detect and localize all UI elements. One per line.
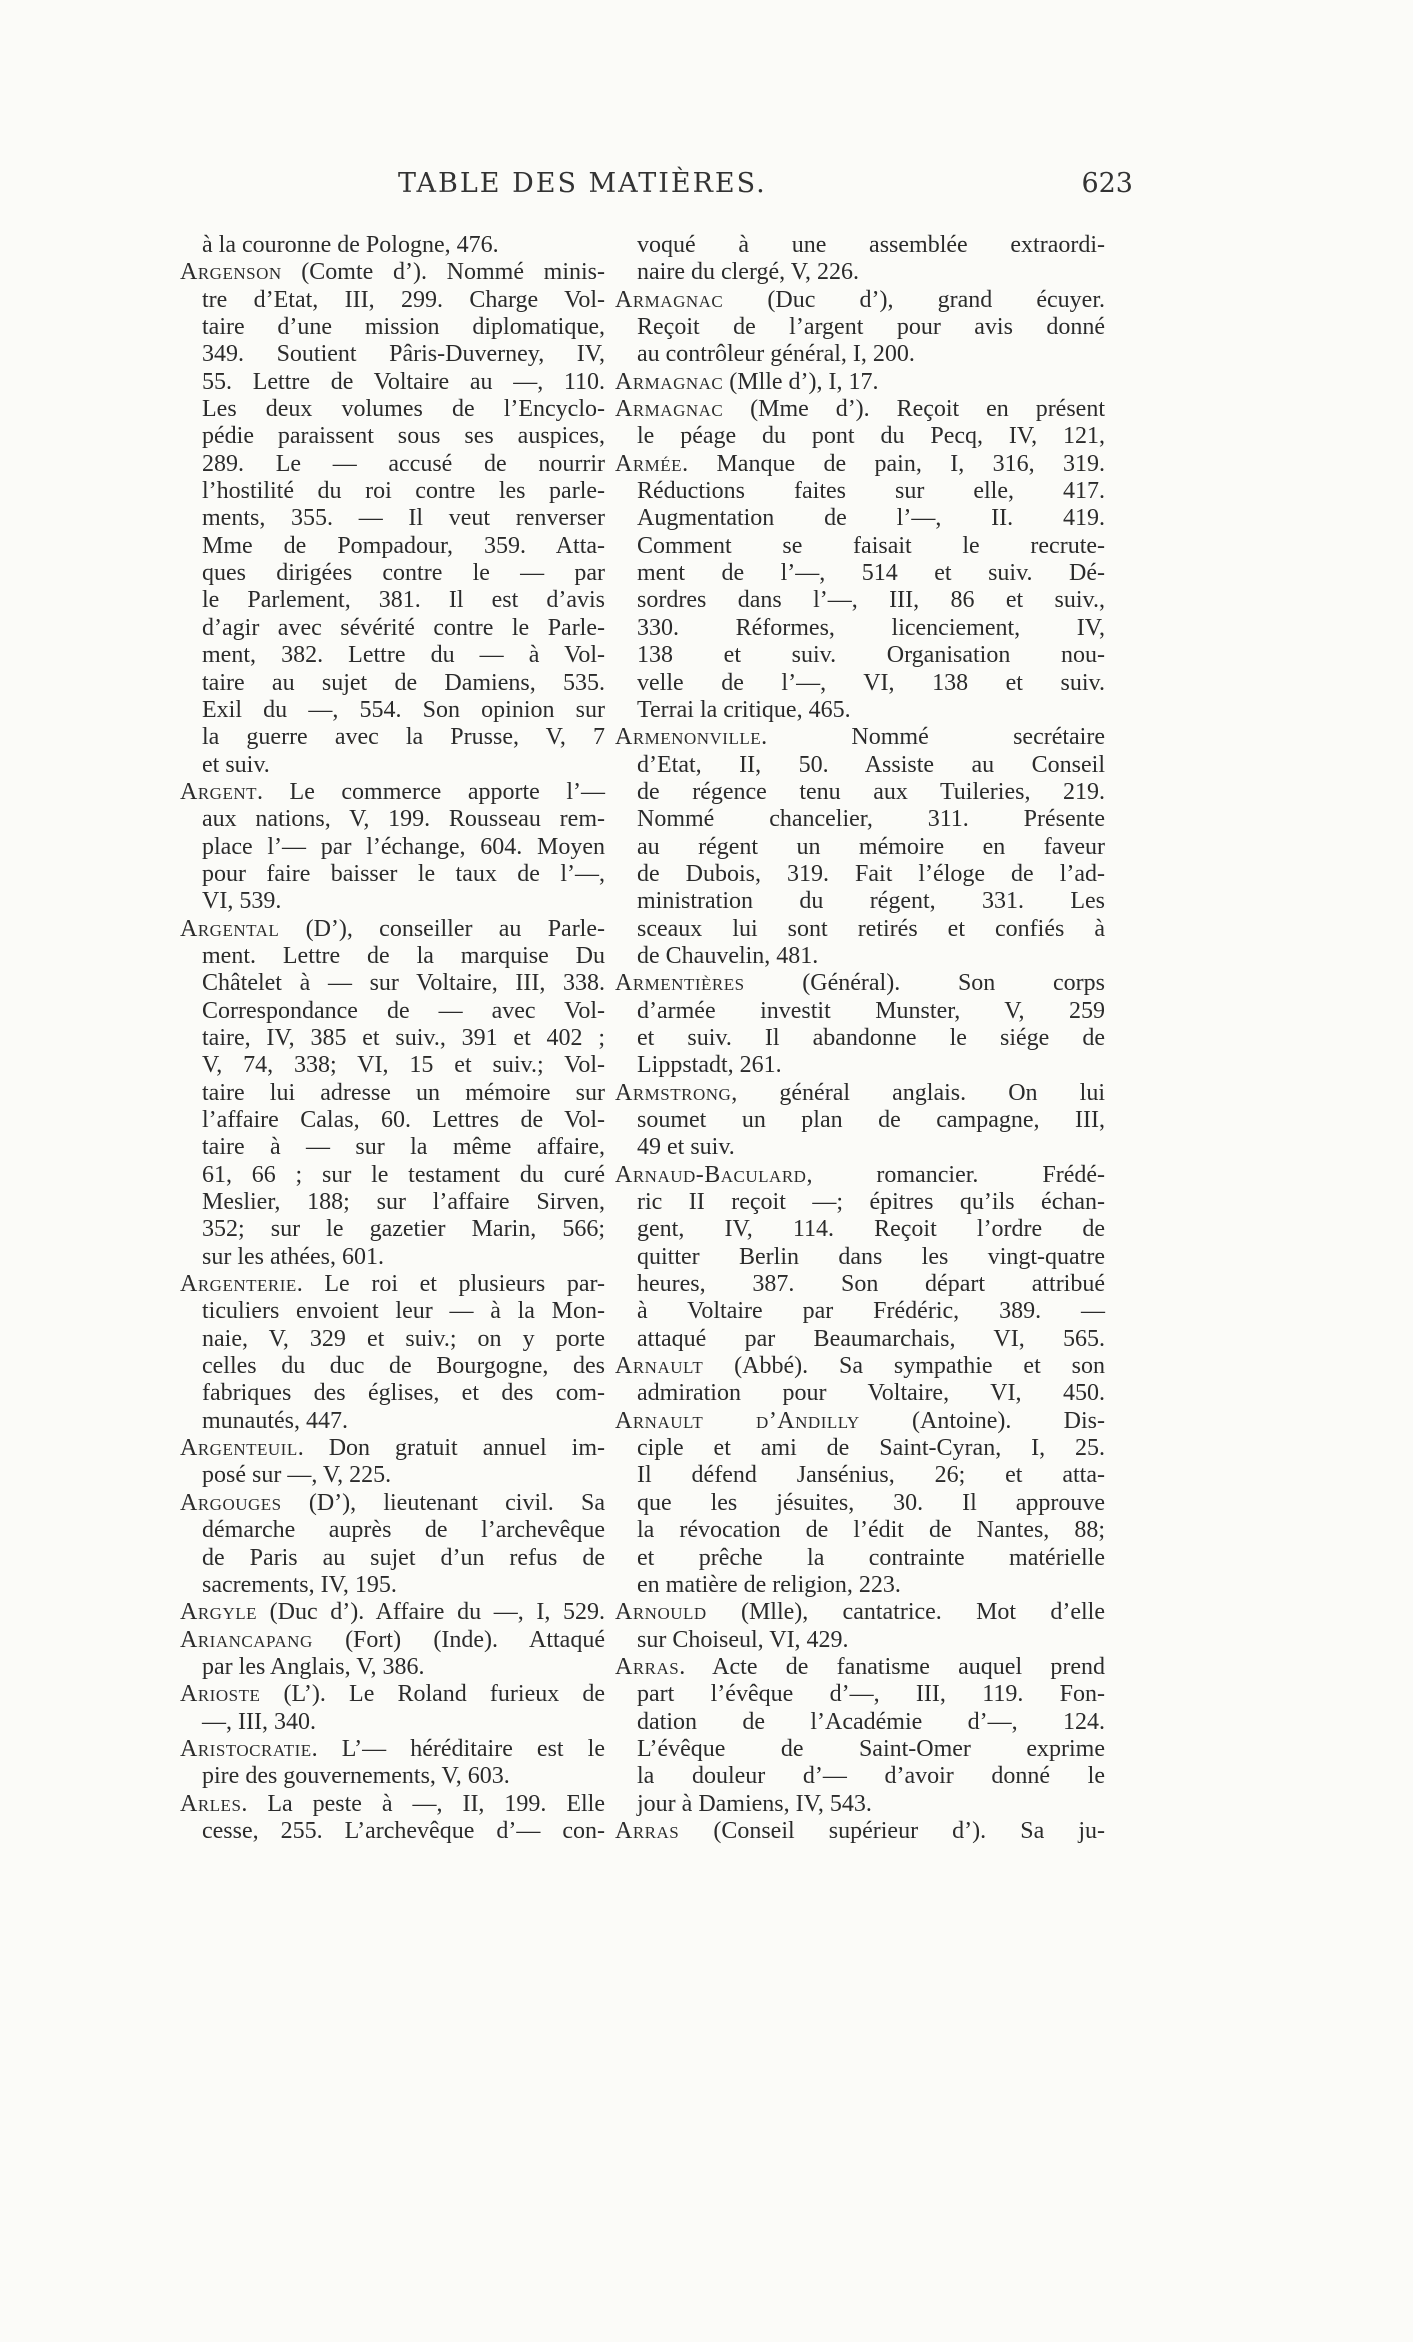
entry-text: (Mlle d’), I, 17.	[723, 368, 879, 395]
index-entry-line	[180, 697, 605, 724]
index-entry-line	[615, 1490, 1105, 1517]
entry-text: . Le commerce apporte l’—	[257, 778, 605, 805]
entry-text: fabriques des églises, et des com-	[202, 1380, 605, 1407]
entry-text: Réductions faites sur elle, 417.	[637, 478, 1105, 505]
index-entry-line	[615, 1763, 1105, 1790]
index-entry-line	[615, 1709, 1105, 1736]
headword: Armenonville	[615, 724, 762, 751]
index-entry-line	[615, 1572, 1105, 1599]
running-head	[398, 168, 1133, 208]
entry-text: ques dirigées contre le — par	[202, 560, 605, 587]
entry-text: cesse, 255. L’archevêque d’— con-	[202, 1817, 605, 1844]
index-entry-line	[180, 341, 605, 368]
entry-text: gent, IV, 114. Reçoit l’ordre de	[637, 1216, 1105, 1243]
entry-text: ment. Lettre de la marquise Du	[202, 942, 605, 969]
index-entry-line	[180, 533, 605, 560]
entry-text: (D’), conseiller au Parle-	[279, 915, 605, 942]
entry-text: de Dubois, 319. Fait l’éloge de l’ad-	[637, 860, 1105, 887]
index-entry-line	[615, 1326, 1105, 1353]
headword: Armée	[615, 450, 683, 477]
index-entry-line	[615, 752, 1105, 779]
entry-text: l’affaire Calas, 60. Lettres de Vol-	[202, 1107, 605, 1133]
index-entry-line	[180, 396, 605, 423]
headword: Armagnac	[615, 286, 724, 313]
page-number: 623	[1081, 168, 1133, 199]
headword: Argouges	[180, 1489, 282, 1516]
index-entry-headline	[180, 779, 605, 806]
index-entry-line	[615, 423, 1105, 450]
entry-text: (Mlle), cantatrice. Mot d’elle	[706, 1599, 1105, 1626]
entry-text: , romancier. Frédé-	[806, 1161, 1105, 1188]
index-entry-line	[180, 1572, 605, 1599]
index-entry-line	[180, 369, 605, 396]
index-entry-line	[615, 341, 1105, 368]
index-entry-line	[615, 615, 1105, 642]
index-entry-line	[180, 1080, 605, 1107]
index-entry-line	[180, 1763, 605, 1790]
index-entry-line	[180, 451, 605, 478]
entry-text: (Antoine). Dis-	[859, 1407, 1105, 1434]
entry-text: L’évêque de Saint-Omer exprime	[637, 1735, 1105, 1762]
index-entry-line	[615, 779, 1105, 806]
index-entry-headline	[615, 1080, 1105, 1107]
entry-text: heures, 387. Son départ attribué	[637, 1271, 1105, 1298]
index-entry-line	[615, 697, 1105, 724]
headword: Argenson	[180, 259, 282, 286]
entry-text: tre d’Etat, III, 299. Charge Vol-	[202, 286, 605, 313]
index-entry-line	[615, 1380, 1105, 1407]
entry-text: (Comte d’). Nommé minis-	[281, 259, 605, 286]
entry-text: (Conseil supérieur d’). Sa ju-	[679, 1817, 1105, 1844]
headword: Arnould	[615, 1599, 707, 1626]
entry-text: Il défend Jansénius, 26; et atta-	[637, 1462, 1105, 1489]
entry-text: au contrôleur général, I, 200.	[637, 341, 915, 368]
headword: Argental	[180, 915, 280, 942]
headword: Arles	[180, 1790, 242, 1817]
index-entry-line	[615, 888, 1105, 915]
headword: Armagnac	[615, 396, 724, 423]
index-entry-line	[180, 861, 605, 888]
entry-text: Correspondance de — avec Vol-	[202, 997, 605, 1024]
entry-text: . Manque de pain, I, 316, 319.	[682, 450, 1105, 477]
headword: Argyle	[180, 1599, 257, 1626]
index-entry-line	[615, 1025, 1105, 1052]
entry-text: . La peste à —, II, 199. Elle	[241, 1790, 605, 1817]
entry-text: aux nations, V, 199. Rousseau rem-	[202, 806, 605, 833]
index-entry-line	[615, 533, 1105, 560]
index-entry-line	[180, 1462, 605, 1489]
entry-text: . Le roi et plusieurs par-	[296, 1271, 605, 1298]
entry-text: et suiv. Il abandonne le siége de	[637, 1024, 1105, 1051]
entry-text: ciple et ami de Saint-Cyran, I, 25.	[637, 1435, 1105, 1462]
entry-text: que les jésuites, 30. Il approuve	[637, 1489, 1105, 1516]
entry-text: —, III, 340.	[202, 1708, 316, 1735]
headword: Arras	[615, 1817, 680, 1844]
entry-text: (Général). Son corps	[744, 970, 1105, 997]
index-entry-line	[615, 478, 1105, 505]
index-entry-line	[180, 752, 605, 779]
entry-text: la douleur d’— d’avoir donné le	[637, 1763, 1105, 1790]
entry-text: 49 et suiv.	[637, 1134, 735, 1161]
entry-text: (Abbé). Sa sympathie et son	[703, 1353, 1105, 1380]
index-entry-headline	[180, 1271, 605, 1298]
right-column	[615, 232, 1105, 1845]
headword: Argent	[180, 778, 257, 805]
entry-text: taire lui adresse un mémoire sur	[202, 1079, 605, 1106]
entry-text: 349. Soutient Pâris-Duverney, IV,	[202, 341, 605, 368]
entry-text: . Don gratuit annuel im-	[297, 1435, 605, 1462]
left-column	[180, 232, 605, 1845]
entry-text: pire des gouvernements, V, 603.	[202, 1763, 510, 1790]
index-entry-headline	[180, 1435, 605, 1462]
index-entry-line	[180, 1244, 605, 1271]
headword: Argenteuil	[180, 1435, 298, 1462]
index-entry-line	[180, 587, 605, 614]
index-entry-headline	[180, 1490, 605, 1517]
index-entry-line	[180, 287, 605, 314]
entry-text: taire au sujet de Damiens, 535.	[202, 669, 605, 696]
index-entry-line	[180, 505, 605, 532]
headword: Armagnac	[615, 368, 724, 395]
index-entry-line	[180, 888, 605, 915]
entry-text: 330. Réformes, licenciement, IV,	[637, 614, 1105, 641]
index-entry-line	[180, 478, 605, 505]
entry-text: Les deux volumes de l’Encyclo-	[202, 396, 605, 423]
index-entry-headline	[180, 916, 605, 943]
entry-text: (Fort) (Inde). Attaqué	[312, 1626, 605, 1653]
index-entry-line	[615, 560, 1105, 587]
entry-text: Lippstadt, 261.	[637, 1052, 782, 1079]
entry-text: naie, V, 329 et suiv.; on y porte	[202, 1325, 605, 1352]
page-title: TABLE DES MATIÈRES.	[398, 168, 767, 199]
entry-text: (D’), lieutenant civil. Sa	[281, 1489, 605, 1516]
headword: Ariancapang	[180, 1626, 313, 1653]
entry-text: VI, 539.	[202, 888, 282, 915]
index-entry-line	[180, 423, 605, 450]
entry-text: soumet un plan de campagne, III,	[637, 1107, 1105, 1133]
index-entry-line	[180, 970, 605, 997]
index-entry-line	[180, 1353, 605, 1380]
index-entry-headline	[615, 1818, 1105, 1845]
index-entry-line	[615, 943, 1105, 970]
entry-text: quitter Berlin dans les vingt-quatre	[637, 1243, 1105, 1270]
index-entry-line	[615, 1052, 1105, 1079]
index-entry-line	[615, 1435, 1105, 1462]
index-entry-line	[615, 861, 1105, 888]
index-entry-line	[180, 1408, 605, 1435]
index-entry-headline	[615, 287, 1105, 314]
entry-text: à Voltaire par Frédéric, 389. —	[637, 1298, 1105, 1325]
entry-text: le péage du pont du Pecq, IV, 121,	[637, 423, 1105, 450]
entry-text: taire d’une mission diplomatique,	[202, 314, 605, 341]
index-entry-line	[615, 834, 1105, 861]
index-entry-headline	[615, 396, 1105, 423]
entry-text: l’hostilité du roi contre les parle-	[202, 478, 605, 505]
entry-text: taire à — sur la même affaire,	[202, 1134, 605, 1161]
index-entry-line	[180, 1709, 605, 1736]
index-entry-headline	[615, 1408, 1105, 1435]
entry-text: ments, 355. — Il veut renverser	[202, 505, 605, 532]
entry-text: Meslier, 188; sur l’affaire Sirven,	[202, 1189, 605, 1216]
entry-text: admiration pour Voltaire, VI, 450.	[637, 1380, 1105, 1407]
index-entry-line	[615, 1462, 1105, 1489]
entry-text: ric II reçoit —; épitres qu’ils échan-	[637, 1189, 1105, 1216]
entry-text: Reçoit de l’argent pour avis donné	[637, 314, 1105, 341]
index-entry-line	[615, 1189, 1105, 1216]
headword: Arnault	[615, 1353, 704, 1380]
entry-text: à la couronne de Pologne, 476.	[202, 232, 499, 258]
index-entry-line	[615, 998, 1105, 1025]
entry-text: d’Etat, II, 50. Assiste au Conseil	[637, 751, 1105, 778]
index-entry-line	[180, 1052, 605, 1079]
index-entry-headline	[615, 1353, 1105, 1380]
entry-text: 289. Le — accusé de nourrir	[202, 450, 605, 477]
index-entry-line	[180, 998, 605, 1025]
entry-text: munautés, 447.	[202, 1407, 348, 1434]
entry-text: de Chauvelin, 481.	[637, 942, 819, 969]
entry-text: . Acte de fanatisme auquel prend	[679, 1653, 1105, 1680]
index-entry-line	[180, 1298, 605, 1325]
entry-text: d’agir avec sévérité contre le Parle-	[202, 614, 605, 641]
entry-text: ment de l’—, 514 et suiv. Dé-	[637, 560, 1105, 587]
entry-text: celles du duc de Bourgogne, des	[202, 1353, 605, 1380]
entry-text: ticuliers envoient leur — à la Mon-	[202, 1298, 605, 1325]
index-entry-line	[615, 806, 1105, 833]
index-entry-line	[615, 259, 1105, 286]
entry-text: Châtelet à — sur Voltaire, III, 338.	[202, 970, 605, 997]
index-entry-line	[180, 1654, 605, 1681]
entry-text: pédie paraissent sous ses auspices,	[202, 423, 605, 450]
index-entry-line	[615, 1107, 1105, 1134]
index-entry-headline	[180, 259, 605, 286]
entry-text: démarche auprès de l’archevêque	[202, 1517, 605, 1544]
entry-text: place l’— par l’échange, 604. Moyen	[202, 833, 605, 860]
entry-text: taire, IV, 385 et suiv., 391 et 402 ;	[202, 1024, 605, 1051]
index-entry-line	[615, 1736, 1105, 1763]
headword: Arnaud-Baculard	[615, 1161, 807, 1188]
index-entry-line	[615, 1271, 1105, 1298]
index-entry-line	[180, 1107, 605, 1134]
index-entry-line	[615, 1216, 1105, 1243]
entry-text: pour faire baisser le taux de l’—,	[202, 860, 605, 887]
entry-text: sordres dans l’—, III, 86 et suiv.,	[637, 587, 1105, 614]
index-entry-line	[180, 1162, 605, 1189]
entry-text: (Duc d’), grand écuyer.	[723, 286, 1105, 313]
index-entry-line	[180, 560, 605, 587]
entry-text: (Mme d’). Reçoit en présent	[723, 396, 1105, 423]
entry-text: sceaux lui sont retirés et confiés à	[637, 915, 1105, 942]
entry-text: de Paris au sujet d’un refus de	[202, 1544, 605, 1571]
index-entry-line	[180, 1545, 605, 1572]
entry-text: . Nommé secrétaire	[761, 724, 1105, 751]
index-entry-headline	[180, 1681, 605, 1708]
index-entry-line	[180, 1326, 605, 1353]
headword: Argenterie	[180, 1271, 297, 1298]
entry-text: de régence tenu aux Tuileries, 219.	[637, 778, 1105, 805]
index-entry-line	[180, 1134, 605, 1161]
index-entry-headline	[615, 1162, 1105, 1189]
entry-text: sur les athées, 601.	[202, 1243, 384, 1270]
index-entry-line	[180, 232, 605, 259]
entry-text: voqué à une assemblée extraordi-	[637, 232, 1105, 258]
index-entry-line	[615, 1681, 1105, 1708]
headword: Arras	[615, 1653, 680, 1680]
entry-text: Mme de Pompadour, 359. Atta-	[202, 532, 605, 559]
index-entry-line	[180, 642, 605, 669]
headword: Aristocratie	[180, 1735, 312, 1762]
index-entry-line	[180, 314, 605, 341]
entry-text: , général anglais. On lui	[731, 1079, 1105, 1106]
entry-text: (Duc d’). Affaire du —, I, 529.	[257, 1599, 605, 1626]
entry-text: et prêche la contrainte matérielle	[637, 1544, 1105, 1571]
index-entry-line	[180, 1818, 605, 1845]
index-entry-line	[180, 724, 605, 751]
index-entry-line	[615, 1791, 1105, 1818]
index-entry-line	[180, 1025, 605, 1052]
entry-text: sur Choiseul, VI, 429.	[637, 1626, 849, 1653]
entry-text: ment, 382. Lettre du — à Vol-	[202, 642, 605, 669]
entry-text: V, 74, 338; VI, 15 et suiv.; Vol-	[202, 1052, 605, 1079]
entry-text: . L’— héréditaire est le	[311, 1735, 605, 1762]
entry-text: en matière de religion, 223.	[637, 1571, 901, 1598]
entry-text: Augmentation de l’—, II. 419.	[637, 505, 1105, 532]
index-entry-line	[615, 1244, 1105, 1271]
index-entry-line	[180, 1517, 605, 1544]
headword: Armstrong	[615, 1079, 732, 1106]
index-entry-line	[180, 670, 605, 697]
entry-text: 352; sur le gazetier Marin, 566;	[202, 1216, 605, 1243]
entry-text: Exil du —, 554. Son opinion sur	[202, 696, 605, 723]
index-entry-line	[615, 916, 1105, 943]
index-entry-line	[180, 1380, 605, 1407]
entry-text: (L’). Le Roland furieux de	[260, 1681, 605, 1708]
entry-text: naire du clergé, V, 226.	[637, 259, 859, 286]
index-entry-headline	[615, 451, 1105, 478]
entry-text: ministration du régent, 331. Les	[637, 888, 1105, 915]
index-entry-headline	[180, 1627, 605, 1654]
index-entry-line	[615, 587, 1105, 614]
index-entry-line	[615, 1298, 1105, 1325]
index-entry-line	[180, 1216, 605, 1243]
entry-text: 61, 66 ; sur le testament du curé	[202, 1161, 605, 1188]
index-entry-line	[180, 615, 605, 642]
index-entry-headline	[180, 1599, 605, 1626]
entry-text: Nommé chancelier, 311. Présente	[637, 806, 1105, 833]
entry-text: la révocation de l’édit de Nantes, 88;	[637, 1517, 1105, 1544]
index-entry-line	[615, 1517, 1105, 1544]
entry-text: le Parlement, 381. Il est d’avis	[202, 587, 605, 614]
index-entry-line	[615, 670, 1105, 697]
index-entry-headline	[180, 1736, 605, 1763]
headword: Arnault d’Andilly	[615, 1407, 860, 1434]
index-entry-line	[615, 232, 1105, 259]
entry-text: au régent un mémoire en faveur	[637, 833, 1105, 860]
entry-text: dation de l’Académie d’—, 124.	[637, 1708, 1105, 1735]
index-entry-line	[180, 834, 605, 861]
entry-text: posé sur —, V, 225.	[202, 1462, 392, 1489]
index-entry-line	[615, 1627, 1105, 1654]
entry-text: velle de l’—, VI, 138 et suiv.	[637, 669, 1105, 696]
index-entry-line	[180, 1189, 605, 1216]
entry-text: jour à Damiens, IV, 543.	[637, 1790, 872, 1817]
index-entry-line	[615, 642, 1105, 669]
index-entry-line	[180, 943, 605, 970]
index-entry-line	[180, 806, 605, 833]
index-entry-line	[615, 1545, 1105, 1572]
entry-text: attaqué par Beaumarchais, VI, 565.	[637, 1325, 1105, 1352]
index-entry-line	[615, 1134, 1105, 1161]
entry-text: Terrai la critique, 465.	[637, 696, 851, 723]
entry-text: 55. Lettre de Voltaire au —, 110.	[202, 368, 605, 395]
entry-text: la guerre avec la Prusse, V, 7	[202, 724, 605, 751]
entry-text: part l’évêque d’—, III, 119. Fon-	[637, 1681, 1105, 1708]
entry-text: d’armée investit Munster, V, 259	[637, 997, 1105, 1024]
index-entry-headline	[180, 1791, 605, 1818]
entry-text: par les Anglais, V, 386.	[202, 1653, 425, 1680]
index-entry-line	[615, 314, 1105, 341]
index-entry-headline	[615, 970, 1105, 997]
entry-text: 138 et suiv. Organisation nou-	[637, 642, 1105, 669]
index-entry-headline	[615, 1599, 1105, 1626]
index-entry-headline	[615, 369, 1105, 396]
headword: Arioste	[180, 1681, 261, 1708]
index-entry-headline	[615, 724, 1105, 751]
entry-text: Comment se faisait le recrute-	[637, 532, 1105, 559]
entry-text: et suiv.	[202, 751, 270, 778]
index-entry-line	[615, 505, 1105, 532]
entry-text: sacrements, IV, 195.	[202, 1571, 397, 1598]
headword: Armentières	[615, 970, 745, 997]
index-entry-headline	[615, 1654, 1105, 1681]
